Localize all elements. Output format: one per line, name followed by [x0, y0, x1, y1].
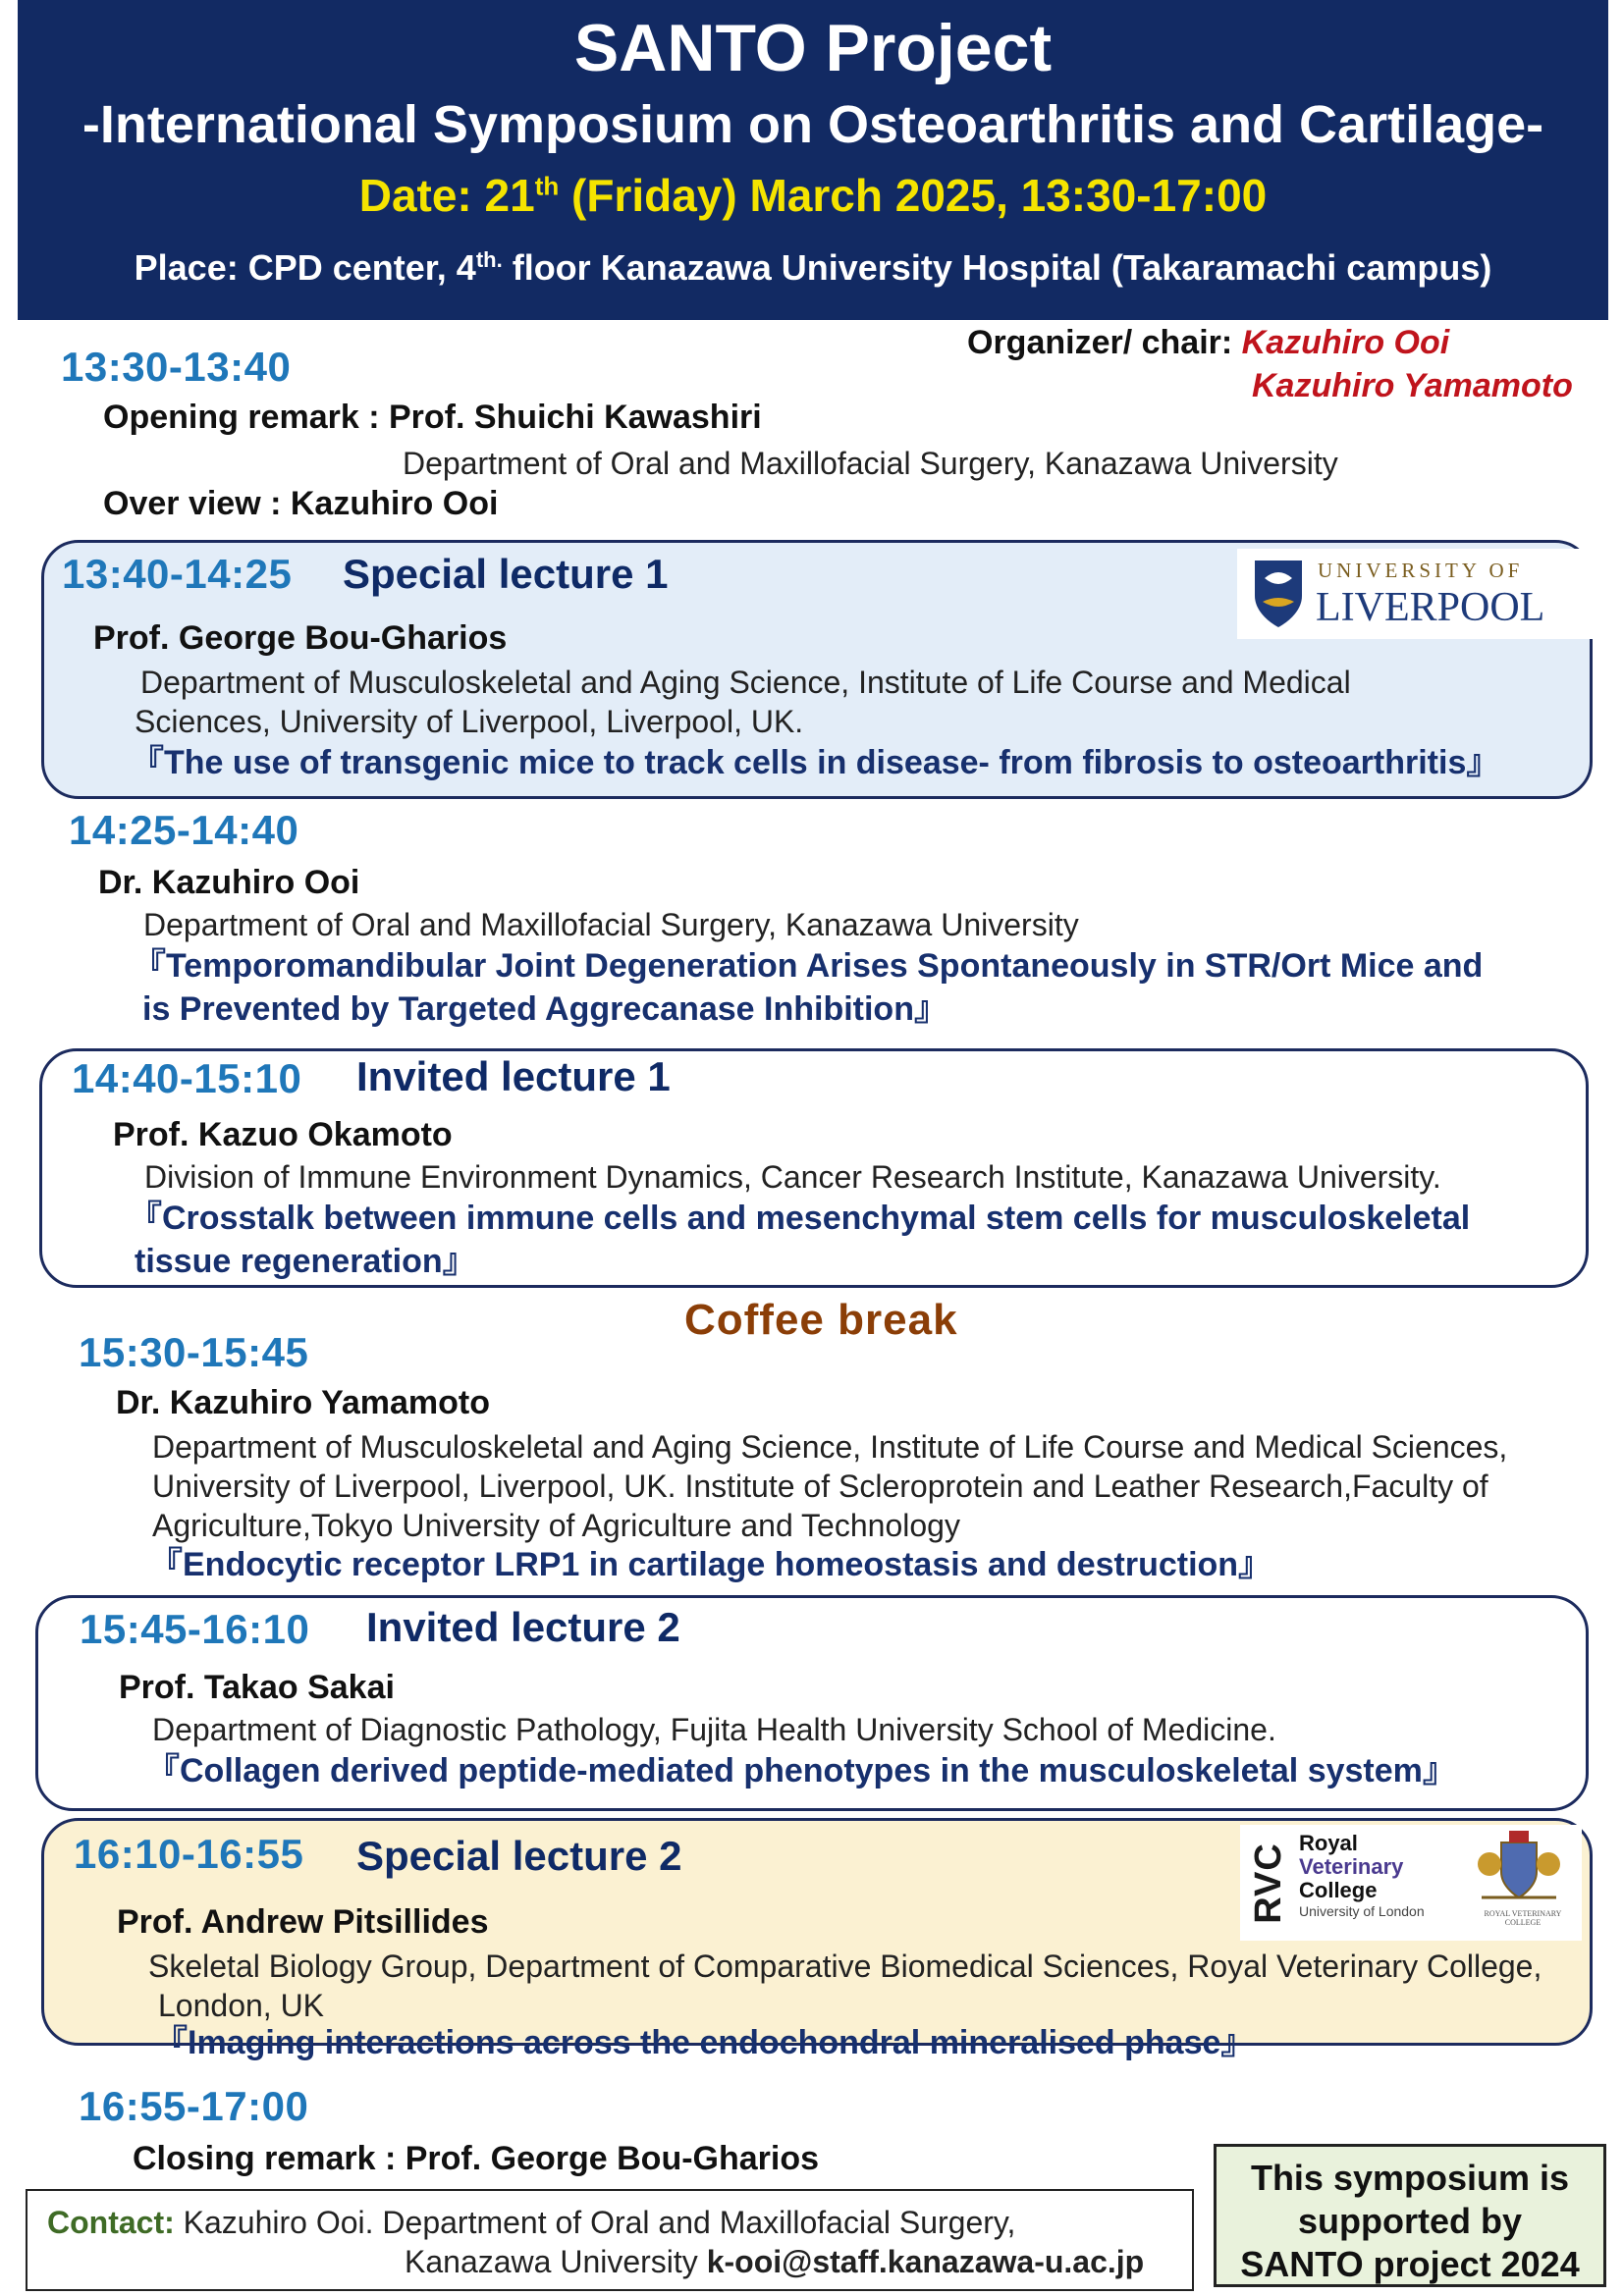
- support-line-3: SANTO project 2024: [1240, 2244, 1580, 2284]
- special-lecture-1-affiliation-2: Sciences, University of Liverpool, Liverpool, UK.: [135, 704, 804, 739]
- closing-remark: Closing remark : Prof. George Bou-Gharios: [133, 2140, 820, 2177]
- event-date: [18, 169, 1608, 222]
- invited-lecture-2-affiliation: Department of Diagnostic Pathology, Fujita Health University School of Medicine.: [152, 1712, 1276, 1747]
- liverpool-logo-top: UNIVERSITY OF: [1318, 559, 1524, 582]
- special-lecture-1-speaker: Prof. George Bou-Gharios: [93, 619, 508, 657]
- support-line-2: supported by: [1297, 2201, 1522, 2241]
- invited-lecture-2-time: 15:45-16:10: [80, 1606, 310, 1652]
- special-lecture-1-affiliation-1: Department of Musculoskeletal and Aging Science, Institute of Life Course and Medical: [140, 665, 1351, 700]
- talk-2-affiliation: Department of Oral and Maxillofacial Surgery, Kanazawa University: [143, 907, 1079, 942]
- special-lecture-1-title: 『The use of transgenic mice to track cells in disease- from fibrosis to osteoarthritis』: [131, 744, 1500, 781]
- talk-4-affiliation-3: Agriculture,Tokyo University of Agriculture and Technology: [152, 1508, 960, 1543]
- special-lecture-2-label: Special lecture 2: [356, 1833, 682, 1879]
- opening-affiliation: Department of Oral and Maxillofacial Surgery, Kanazawa University: [403, 446, 1338, 481]
- contact-details: Kazuhiro Ooi. Department of Oral and Maxillofacial Surgery,: [174, 2205, 1016, 2240]
- page-title: SANTO Project: [573, 11, 1053, 85]
- special-lecture-2-affiliation-1: Skeletal Biology Group, Department of Comparative Biomedical Sciences, Royal Veterinary College,: [148, 1949, 1542, 1984]
- contact-label: Contact:: [47, 2205, 175, 2240]
- chair-name-2: Kazuhiro Yamamoto: [1252, 367, 1573, 404]
- university-of-liverpool-logo: [1237, 549, 1596, 639]
- rvc-logo-line-3: College: [1299, 1878, 1378, 1902]
- special-lecture-1-box: [41, 540, 1593, 799]
- contact-box: [26, 2189, 1194, 2291]
- talk-4-title: 『Endocytic receptor LRP1 in cartilage homeostasis and destruction』: [149, 1546, 1272, 1583]
- talk-4-time: 15:30-15:45: [79, 1329, 309, 1375]
- invited-lecture-2-speaker: Prof. Takao Sakai: [119, 1669, 395, 1706]
- place-suffix: floor Kanazawa University Hospital (Takaramachi campus): [502, 247, 1492, 288]
- contact-university: Kanazawa University: [405, 2244, 707, 2279]
- invited-lecture-1-speaker: Prof. Kazuo Okamoto: [113, 1116, 453, 1153]
- special-lecture-2-box: [41, 1818, 1593, 2061]
- invited-lecture-1-affiliation: Division of Immune Environment Dynamics, Cancer Research Institute, Kanazawa University.: [144, 1159, 1441, 1195]
- talk-4-affiliation-2: University of Liverpool, Liverpool, UK. Institute of Scleroprotein and Leather Research,Faculty of: [152, 1468, 1488, 1504]
- talk-4-affiliation-1: Department of Musculoskeletal and Aging Science, Institute of Life Course and Medical Sciences,: [152, 1429, 1508, 1465]
- support-line-1: This symposium is: [1250, 2158, 1570, 2198]
- place-sup: th.: [475, 247, 503, 272]
- invited-lecture-1-label: Invited lecture 1: [356, 1053, 671, 1099]
- rvc-crest-icon: [1472, 1829, 1566, 1909]
- invited-lecture-2-box: [35, 1595, 1589, 1811]
- talk-4-speaker: Dr. Kazuhiro Yamamoto: [116, 1384, 491, 1421]
- talk-2-title-2: is Prevented by Targeted Aggrecanase Inhibition』: [142, 990, 947, 1028]
- special-lecture-1-label: Special lecture 1: [343, 551, 669, 597]
- rvc-logo-line-4: University of London: [1299, 1903, 1425, 1919]
- royal-veterinary-college-logo: [1240, 1825, 1582, 1941]
- coffee-break: Coffee break: [684, 1296, 958, 1344]
- chair-name-1: Kazuhiro Ooi: [1241, 324, 1450, 361]
- special-lecture-2-title: 『Imaging interactions across the endochondral mineralised phase』: [154, 2024, 1255, 2061]
- invited-lecture-1-title-2: tissue regeneration』: [135, 1243, 476, 1280]
- talk-2-time: 14:25-14:40: [69, 807, 299, 853]
- invited-lecture-1-time: 14:40-15:10: [72, 1055, 302, 1101]
- organizer-label: Organizer/ chair:: [967, 324, 1242, 361]
- contact-line-1: [47, 2203, 1015, 2242]
- header-banner: [18, 0, 1608, 320]
- invited-lecture-1-title-1: 『Crosstalk between immune cells and mesenchymal stem cells for musculoskeletal: [129, 1200, 1471, 1237]
- date-suffix: (Friday) March 2025, 13:30-17:00: [559, 170, 1268, 221]
- invited-lecture-2-title: 『Collagen derived peptide-mediated phenotypes in the musculoskeletal system』: [146, 1752, 1456, 1789]
- special-lecture-1-time: 13:40-14:25: [62, 551, 293, 597]
- opening-time: 13:30-13:40: [61, 344, 292, 390]
- overview-line: Over view : Kazuhiro Ooi: [103, 485, 499, 522]
- talk-2-title-1: 『Temporomandibular Joint Degeneration Arises Spontaneously in STR/Ort Mice and: [133, 947, 1484, 985]
- rvc-logo-line-1: Royal: [1299, 1831, 1358, 1855]
- rvc-crest-caption: ROYAL VETERINARY COLLEGE: [1484, 1909, 1562, 1927]
- date-prefix: Date: 21: [358, 170, 535, 221]
- rvc-letters: RVC: [1247, 1842, 1289, 1924]
- rvc-logo-line-2: Veterinary: [1299, 1854, 1404, 1879]
- special-lecture-2-affiliation-2: London, UK: [158, 1988, 325, 2023]
- place-prefix: Place: CPD center, 4: [134, 247, 476, 288]
- support-box: [1214, 2144, 1606, 2287]
- closing-time: 16:55-17:00: [79, 2083, 309, 2129]
- page-subtitle: -International Symposium on Osteoarthritis and Cartilage-: [81, 95, 1544, 154]
- liverpool-crest-icon: [1251, 557, 1306, 631]
- opening-remark: Opening remark : Prof. Shuichi Kawashiri: [103, 399, 762, 436]
- date-sup: th: [534, 171, 560, 201]
- invited-lecture-2-label: Invited lecture 2: [366, 1604, 680, 1650]
- organizer-line: [967, 324, 1449, 362]
- talk-2-speaker: Dr. Kazuhiro Ooi: [98, 864, 360, 901]
- liverpool-logo-bottom: LIVERPOOL: [1316, 585, 1545, 630]
- special-lecture-2-time: 16:10-16:55: [74, 1831, 304, 1877]
- event-place: [18, 247, 1608, 289]
- contact-line-2: [405, 2242, 1144, 2281]
- special-lecture-2-speaker: Prof. Andrew Pitsillides: [117, 1903, 489, 1941]
- contact-email[interactable]: k-ooi@staff.kanazawa-u.ac.jp: [706, 2244, 1145, 2279]
- invited-lecture-1-box: [39, 1048, 1589, 1288]
